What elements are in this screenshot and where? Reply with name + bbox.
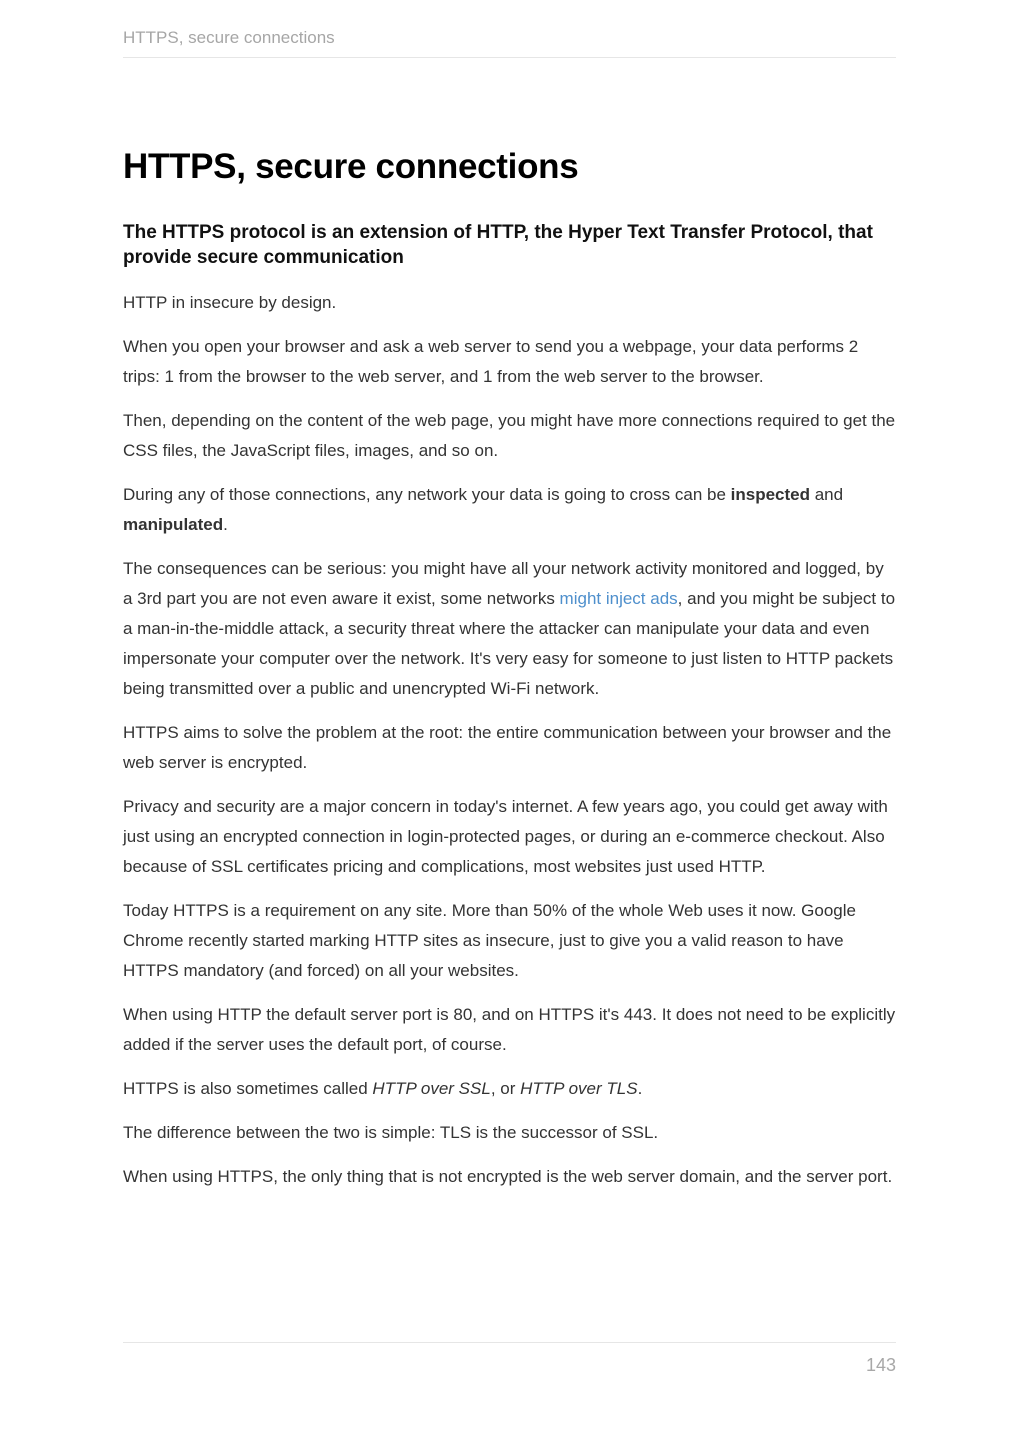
text-segment: and — [810, 485, 844, 504]
text-segment: During any of those connections, any network your data is going to cross can be — [123, 485, 731, 504]
text-segment: , and you might be subject to a man-in-the-middle attack, a security threat where the attacker can manipulate your data and even impersonate your computer over the network. It's very easy for someone to just listen to HTTP packets being transmitted over a public and unencrypted Wi-Fi network. — [123, 589, 896, 698]
page-number: 143 — [865, 1355, 896, 1375]
paragraph: Then, depending on the content of the web page, you might have more connections required to get the CSS files, the JavaScript files, images, and so on. — [123, 411, 896, 460]
italic-text: HTTP over SSL — [372, 1079, 491, 1098]
paragraph: HTTPS aims to solve the problem at the root: the entire communication between your browser and the web server is encrypted. — [123, 723, 892, 772]
article-title: HTTPS, secure connections — [123, 147, 579, 186]
article — [123, 147, 896, 1192]
paragraph — [123, 1074, 896, 1104]
page-header — [123, 0, 896, 58]
bold-text: manipulated — [123, 515, 224, 534]
paragraph: Today HTTPS is a requirement on any site. More than 50% of the whole Web uses it now. Google Chrome recently started marking HTTP sites as insecure, just to give you a valid reason to have HTTPS mandatory (and forced) on all your websites. — [123, 901, 856, 980]
paragraph: Privacy and security are a major concern in today's internet. A few years ago, you could get away with just using an encrypted connection in login-protected pages, or during an e-commerce checkout. Also because of SSL certificates pricing and complications, most websites just used HTTP. — [123, 797, 888, 876]
text-segment: The consequences can be serious: you might have all your network activity monitored and logged, by a 3rd part you are not even aware it exist, some networks — [123, 559, 884, 608]
paragraph — [123, 554, 896, 704]
text-segment: HTTPS is also sometimes called — [123, 1079, 373, 1098]
text-segment: . — [223, 515, 228, 534]
article-subtitle: The HTTPS protocol is an extension of HTTP, the Hyper Text Transfer Protocol, that provide secure communication — [123, 222, 873, 268]
bold-text: inspected — [730, 485, 810, 504]
text-segment: . — [637, 1079, 643, 1098]
page-footer — [123, 1342, 896, 1375]
italic-text: HTTP over TLS — [520, 1079, 638, 1098]
paragraph: When using HTTPS, the only thing that is not encrypted is the web server domain, and the server port. — [123, 1167, 893, 1186]
paragraph — [123, 480, 896, 540]
paragraph: The difference between the two is simple: TLS is the successor of SSL. — [123, 1123, 659, 1142]
paragraph: When using HTTP the default server port is 80, and on HTTPS it's 443. It does not need to be explicitly added if the server uses the default port, of course. — [123, 1005, 896, 1054]
paragraph: HTTP in insecure by design. — [123, 293, 337, 312]
running-header-title: HTTPS, secure connections — [123, 0, 896, 58]
text-segment: , or — [490, 1079, 521, 1098]
paragraph: When you open your browser and ask a web server to send you a webpage, your data performs 2 trips: 1 from the browser to the web server, and 1 from the web server to the browser. — [123, 337, 859, 386]
might-inject-ads-link[interactable]: might inject ads — [559, 589, 678, 608]
